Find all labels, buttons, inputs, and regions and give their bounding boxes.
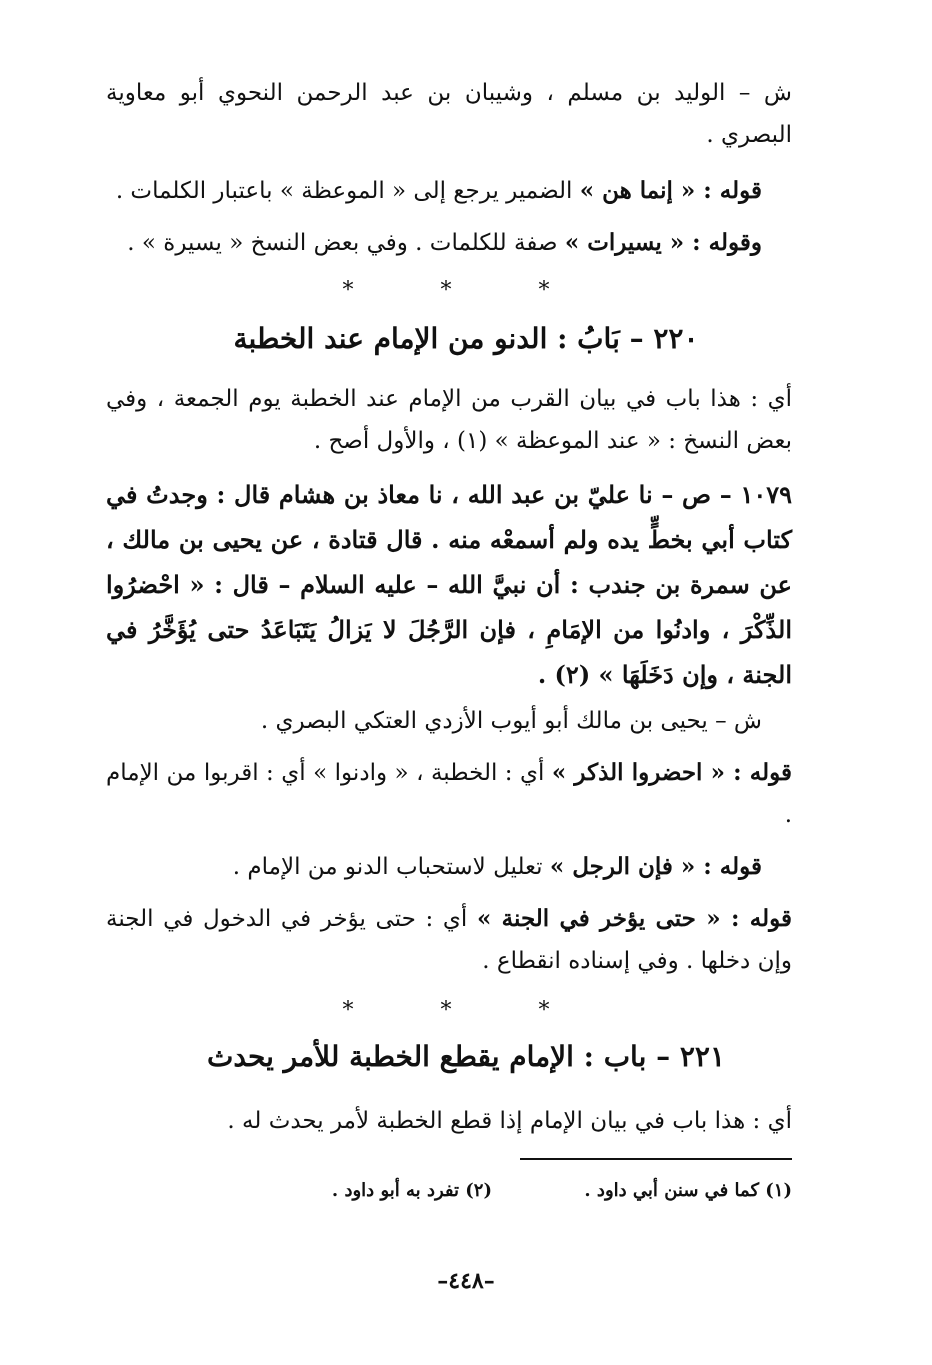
commentary-gloss-1 [106, 752, 792, 836]
chapter-220-title: ٢٢٠ – بَابُ : الدنو من الإمام عند الخطبة [233, 322, 699, 355]
section-divider-stars: * * * [342, 278, 590, 303]
hadith-1079: ١٠٧٩ – ص – نا عليّ بن عبد الله ، نا معاذ بن هشام قال : وجدتُ في كتاب أبي بخطٍّ يده ولم أسمعْه منه . قال قتادة ، عن يحيى بن مالك ، عن سمرة بن جندب : أن نبيَّ الله – عليه السلام – قال : « احْضرُوا الذِّكْرَ ، وادنُوا من الإمَامِ ، فإن الرَّجُلَ لا يَزالُ يَتَبَاعَدُ حتى يُؤَخَّرُ في الجنة ، وإن دَخَلَهَا » (٢) . [106, 480, 792, 689]
commentary-gloss-3 [106, 898, 792, 982]
gloss-yasirat [106, 222, 792, 264]
gloss-text: صفة للكلمات . وفي بعض النسخ « يسيرة » . [127, 230, 565, 256]
gloss-lead: قوله : « حتى يؤخر في الجنة » [476, 905, 792, 932]
footnote-1: (١) كما في سنن أبي داود . [584, 1180, 792, 1201]
commentary-narrator-text: ش – يحيى بن مالك أبو أيوب الأزدي العتكي البصري . [260, 708, 762, 734]
gloss-text: أي : الخطبة ، « وادنوا » أي : اقربوا من الإمام . [106, 760, 792, 828]
commentary-gloss-2 [106, 846, 792, 888]
gloss-text: أي : حتى يؤخر في الدخول في الجنة وإن دخلها . وفي إسناده انقطاع . [106, 906, 792, 974]
chapter-221-title: ٢٢١ – باب : الإمام يقطع الخطبة للأمر يحدث [207, 1040, 725, 1073]
gloss-text: الضمير يرجع إلى « الموعظة » باعتبار الكلمات . [115, 178, 580, 204]
opening-line-2: البصري . [706, 122, 792, 148]
section-divider-stars: * * * [342, 998, 590, 1023]
gloss-lead: وقوله : « يسيرات » [564, 229, 762, 256]
chapter-220-explanation: أي : هذا باب في بيان القرب من الإمام عند الخطبة يوم الجمعة ، وفي بعض النسخ : « عند الموعظة » (١) ، والأول أصح . [106, 386, 792, 454]
page-number: –٤٤٨– [437, 1268, 495, 1294]
chapter-221-explanation: أي : هذا باب في بيان الإمام إذا قطع الخطبة لأمر يحدث له . [227, 1108, 792, 1134]
gloss-lead: قوله : « إنما هن » [579, 177, 762, 204]
gloss-lead: قوله : « فإن الرجل » [549, 853, 762, 880]
commentary-narrator [106, 700, 792, 742]
opening-line-1: ش – الوليد بن مسلم ، وشيبان بن عبد الرحمن النحوي أبو معاوية [106, 80, 792, 106]
opening-paragraph [106, 72, 792, 156]
footnote-separator [520, 1158, 792, 1160]
gloss-lead: قوله : « احضروا الذكر » [551, 759, 793, 786]
footnote-2: (٢) تفرد به أبو داود . [331, 1180, 492, 1201]
gloss-text: تعليل لاستحباب الدنو من الإمام . [232, 854, 550, 880]
gloss-innama-hunna [106, 170, 792, 212]
